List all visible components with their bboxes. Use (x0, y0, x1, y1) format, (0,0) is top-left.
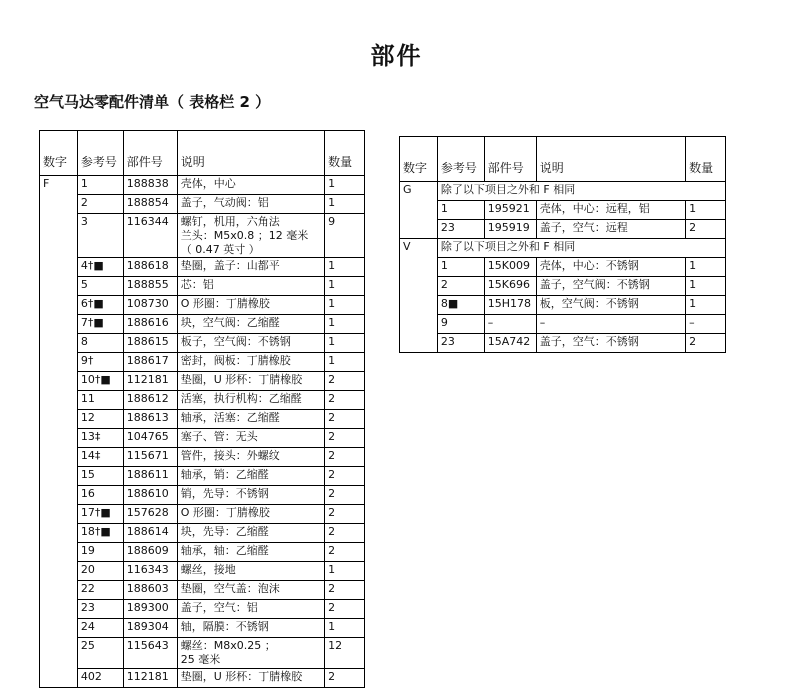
qty-cell: 2 (325, 668, 365, 687)
group-code-cell (400, 258, 438, 277)
desc-cell: 盖子，空气：铝 (177, 600, 324, 619)
ref-cell: 16 (77, 486, 123, 505)
group-code-cell (40, 277, 78, 296)
qty-cell: 2 (325, 429, 365, 448)
part-no-cell: 188613 (123, 410, 177, 429)
desc-cell: O 形圈：丁腈橡胶 (177, 505, 324, 524)
group-note-cell: 除了以下项目之外和 F 相同 (437, 182, 725, 201)
table-row (400, 201, 726, 220)
group-code-cell (40, 505, 78, 524)
table-row (40, 668, 365, 687)
table-row (40, 372, 365, 391)
group-code-cell (40, 619, 78, 638)
desc-cell: 螺丝，接地 (177, 562, 324, 581)
part-no-cell: 115643 (123, 638, 177, 669)
group-code-cell (400, 220, 438, 239)
part-no-cell: 188616 (123, 315, 177, 334)
ref-cell: 1 (437, 258, 484, 277)
desc-cell: 轴承，销：乙缩醛 (177, 467, 324, 486)
qty-cell: 2 (325, 524, 365, 543)
ref-cell: 2 (437, 277, 484, 296)
parts-table-left (39, 130, 365, 688)
table-row (40, 543, 365, 562)
ref-cell: 14‡ (77, 448, 123, 467)
header-desc: 说明 (177, 131, 324, 176)
group-code-cell (400, 296, 438, 315)
ref-cell: 402 (77, 668, 123, 687)
group-code-cell (40, 486, 78, 505)
qty-cell: 2 (325, 448, 365, 467)
ref-cell: 25 (77, 638, 123, 669)
ref-cell: 3 (77, 214, 123, 258)
table-row (40, 619, 365, 638)
ref-cell: 20 (77, 562, 123, 581)
group-note-row (400, 182, 726, 201)
qty-cell: 2 (325, 410, 365, 429)
table-row (40, 448, 365, 467)
table-row (40, 467, 365, 486)
qty-cell: 2 (686, 334, 726, 353)
desc-cell: 销，先导：不锈钢 (177, 486, 324, 505)
ref-cell: 18†■ (77, 524, 123, 543)
header-part-no: 部件号 (484, 137, 536, 182)
part-no-cell: 104765 (123, 429, 177, 448)
group-code-cell (40, 214, 78, 258)
desc-cell: 轴承，轴：乙缩醛 (177, 543, 324, 562)
desc-cell: 壳体，中心：不锈钢 (536, 258, 685, 277)
part-no-cell: – (484, 315, 536, 334)
qty-cell: 2 (325, 581, 365, 600)
group-note-row (400, 239, 726, 258)
table-row (40, 600, 365, 619)
group-code-cell (40, 258, 78, 277)
group-code-cell (40, 391, 78, 410)
group-code-cell (40, 562, 78, 581)
group-code-cell (40, 195, 78, 214)
table-row (40, 505, 365, 524)
ref-cell: 2 (77, 195, 123, 214)
group-code-cell (400, 315, 438, 334)
qty-cell: 2 (325, 467, 365, 486)
table-header-row (40, 131, 365, 176)
group-code-cell (40, 543, 78, 562)
group-code-cell (40, 410, 78, 429)
part-no-cell: 188615 (123, 334, 177, 353)
qty-cell: 2 (686, 220, 726, 239)
part-no-cell: 157628 (123, 505, 177, 524)
part-no-cell: 15A742 (484, 334, 536, 353)
desc-cell: 盖子，空气：远程 (536, 220, 685, 239)
group-code-cell (400, 201, 438, 220)
qty-cell: 1 (325, 315, 365, 334)
part-no-cell: 116344 (123, 214, 177, 258)
part-no-cell: 188603 (123, 581, 177, 600)
part-no-cell: 188838 (123, 176, 177, 195)
qty-cell: 2 (325, 505, 365, 524)
group-code-cell: G (400, 182, 438, 201)
table-row (40, 176, 365, 195)
table-row (400, 334, 726, 353)
desc-cell: 垫圈，U 形杯：丁腈橡胶 (177, 372, 324, 391)
qty-cell: 1 (325, 353, 365, 372)
part-no-cell: 115671 (123, 448, 177, 467)
desc-cell: 板子，空气阀：不锈钢 (177, 334, 324, 353)
qty-cell: 1 (325, 296, 365, 315)
part-no-cell: 116343 (123, 562, 177, 581)
qty-cell: 1 (325, 619, 365, 638)
part-no-cell: 15K696 (484, 277, 536, 296)
group-code-cell: V (400, 239, 438, 258)
group-code-cell (40, 296, 78, 315)
qty-cell: – (686, 315, 726, 334)
ref-cell: 9 (437, 315, 484, 334)
qty-cell: 1 (325, 277, 365, 296)
table-row (400, 220, 726, 239)
table-row (400, 296, 726, 315)
table-row (40, 277, 365, 296)
desc-cell: 壳体，中心 (177, 176, 324, 195)
part-no-cell: 15H178 (484, 296, 536, 315)
table-row (40, 638, 365, 669)
part-no-cell: 188618 (123, 258, 177, 277)
part-no-cell: 108730 (123, 296, 177, 315)
ref-cell: 4†■ (77, 258, 123, 277)
table-row (40, 334, 365, 353)
qty-cell: 9 (325, 214, 365, 258)
header-code: 数字 (40, 131, 78, 176)
desc-cell: – (536, 315, 685, 334)
desc-cell: 轴承，活塞：乙缩醛 (177, 410, 324, 429)
ref-cell: 17†■ (77, 505, 123, 524)
table-row (40, 258, 365, 277)
part-no-cell: 189304 (123, 619, 177, 638)
part-no-cell: 188617 (123, 353, 177, 372)
desc-cell: 壳体，中心：远程，铝 (536, 201, 685, 220)
table-row (40, 315, 365, 334)
page-title: 部件 (370, 42, 423, 70)
table-row (40, 195, 365, 214)
group-code-cell (40, 448, 78, 467)
group-code-cell (40, 600, 78, 619)
qty-cell: 1 (325, 176, 365, 195)
qty-cell: 1 (325, 195, 365, 214)
header-desc: 说明 (536, 137, 685, 182)
part-no-cell: 188612 (123, 391, 177, 410)
ref-cell: 12 (77, 410, 123, 429)
desc-cell: 块，先导：乙缩醛 (177, 524, 324, 543)
ref-cell: 1 (437, 201, 484, 220)
part-no-cell: 15K009 (484, 258, 536, 277)
group-code-cell (40, 353, 78, 372)
table-row (40, 391, 365, 410)
qty-cell: 2 (325, 543, 365, 562)
desc-cell: 块，空气阀：乙缩醛 (177, 315, 324, 334)
header-part-no: 部件号 (123, 131, 177, 176)
part-no-cell: 188610 (123, 486, 177, 505)
desc-cell: 板，空气阀：不锈钢 (536, 296, 685, 315)
part-no-cell: 188611 (123, 467, 177, 486)
group-code-cell (40, 524, 78, 543)
qty-cell: 1 (686, 258, 726, 277)
table-header-row (400, 137, 726, 182)
part-no-cell: 112181 (123, 668, 177, 687)
ref-cell: 15 (77, 467, 123, 486)
qty-cell: 2 (325, 486, 365, 505)
ref-cell: 7†■ (77, 315, 123, 334)
group-code-cell (40, 638, 78, 669)
ref-cell: 8 (77, 334, 123, 353)
desc-cell: O 形圈：丁腈橡胶 (177, 296, 324, 315)
parts-table-right (399, 136, 726, 353)
part-no-cell: 189300 (123, 600, 177, 619)
ref-cell: 23 (437, 220, 484, 239)
table-row (40, 429, 365, 448)
header-ref: 参考号 (437, 137, 484, 182)
ref-cell: 23 (77, 600, 123, 619)
group-code-cell (400, 277, 438, 296)
group-code-cell (40, 467, 78, 486)
desc-cell: 密封，阀板：丁腈橡胶 (177, 353, 324, 372)
ref-cell: 8■ (437, 296, 484, 315)
ref-cell: 5 (77, 277, 123, 296)
group-code-cell (40, 372, 78, 391)
part-no-cell: 112181 (123, 372, 177, 391)
desc-cell: 活塞，执行机构：乙缩醛 (177, 391, 324, 410)
ref-cell: 24 (77, 619, 123, 638)
table-row (40, 353, 365, 372)
qty-cell: 1 (325, 334, 365, 353)
table-row (400, 315, 726, 334)
table-row (40, 410, 365, 429)
table-row (40, 562, 365, 581)
desc-cell: 芯：铝 (177, 277, 324, 296)
desc-cell: 塞子、管：无头 (177, 429, 324, 448)
group-code-cell (40, 668, 78, 687)
ref-cell: 9† (77, 353, 123, 372)
ref-cell: 10†■ (77, 372, 123, 391)
qty-cell: 1 (686, 201, 726, 220)
ref-cell: 13‡ (77, 429, 123, 448)
header-code: 数字 (400, 137, 438, 182)
desc-cell: 螺钉，机用，六角法 兰头：M5x0.8 ；12 毫米 （ 0.47 英寸 ） (177, 214, 324, 258)
header-qty: 数量 (325, 131, 365, 176)
desc-cell: 螺丝：M8x0.25 ； 25 毫米 (177, 638, 324, 669)
desc-cell: 盖子，空气阀：不锈钢 (536, 277, 685, 296)
table-row (400, 258, 726, 277)
group-code-cell (40, 334, 78, 353)
table-row (40, 486, 365, 505)
desc-cell: 盖子，空气：不锈钢 (536, 334, 685, 353)
header-qty: 数量 (686, 137, 726, 182)
ref-cell: 6†■ (77, 296, 123, 315)
ref-cell: 1 (77, 176, 123, 195)
desc-cell: 轴，隔膜：不锈钢 (177, 619, 324, 638)
part-no-cell: 195921 (484, 201, 536, 220)
header-ref: 参考号 (77, 131, 123, 176)
qty-cell: 2 (325, 372, 365, 391)
table-row (40, 214, 365, 258)
group-code-cell (40, 429, 78, 448)
group-code-cell (40, 315, 78, 334)
qty-cell: 1 (325, 562, 365, 581)
qty-cell: 12 (325, 638, 365, 669)
desc-cell: 垫圈，空气盖：泡沫 (177, 581, 324, 600)
desc-cell: 垫圈，U 形杯：丁腈橡胶 (177, 668, 324, 687)
desc-cell: 盖子，气动阀：铝 (177, 195, 324, 214)
table-row (400, 277, 726, 296)
group-code-cell: F (40, 176, 78, 195)
qty-cell: 1 (686, 296, 726, 315)
qty-cell: 2 (325, 600, 365, 619)
desc-cell: 管件，接头：外螺纹 (177, 448, 324, 467)
table-row (40, 581, 365, 600)
group-code-cell (400, 334, 438, 353)
section-title: 空气马达零配件清单（ 表格栏 2 ） (34, 93, 271, 111)
qty-cell: 1 (686, 277, 726, 296)
qty-cell: 1 (325, 258, 365, 277)
group-code-cell (40, 581, 78, 600)
table-row (40, 524, 365, 543)
part-no-cell: 188855 (123, 277, 177, 296)
ref-cell: 23 (437, 334, 484, 353)
part-no-cell: 188614 (123, 524, 177, 543)
part-no-cell: 188854 (123, 195, 177, 214)
ref-cell: 19 (77, 543, 123, 562)
part-no-cell: 188609 (123, 543, 177, 562)
ref-cell: 11 (77, 391, 123, 410)
group-note-cell: 除了以下项目之外和 F 相同 (437, 239, 725, 258)
desc-cell: 垫圈，盖子：山都平 (177, 258, 324, 277)
table-row (40, 296, 365, 315)
ref-cell: 22 (77, 581, 123, 600)
qty-cell: 2 (325, 391, 365, 410)
part-no-cell: 195919 (484, 220, 536, 239)
